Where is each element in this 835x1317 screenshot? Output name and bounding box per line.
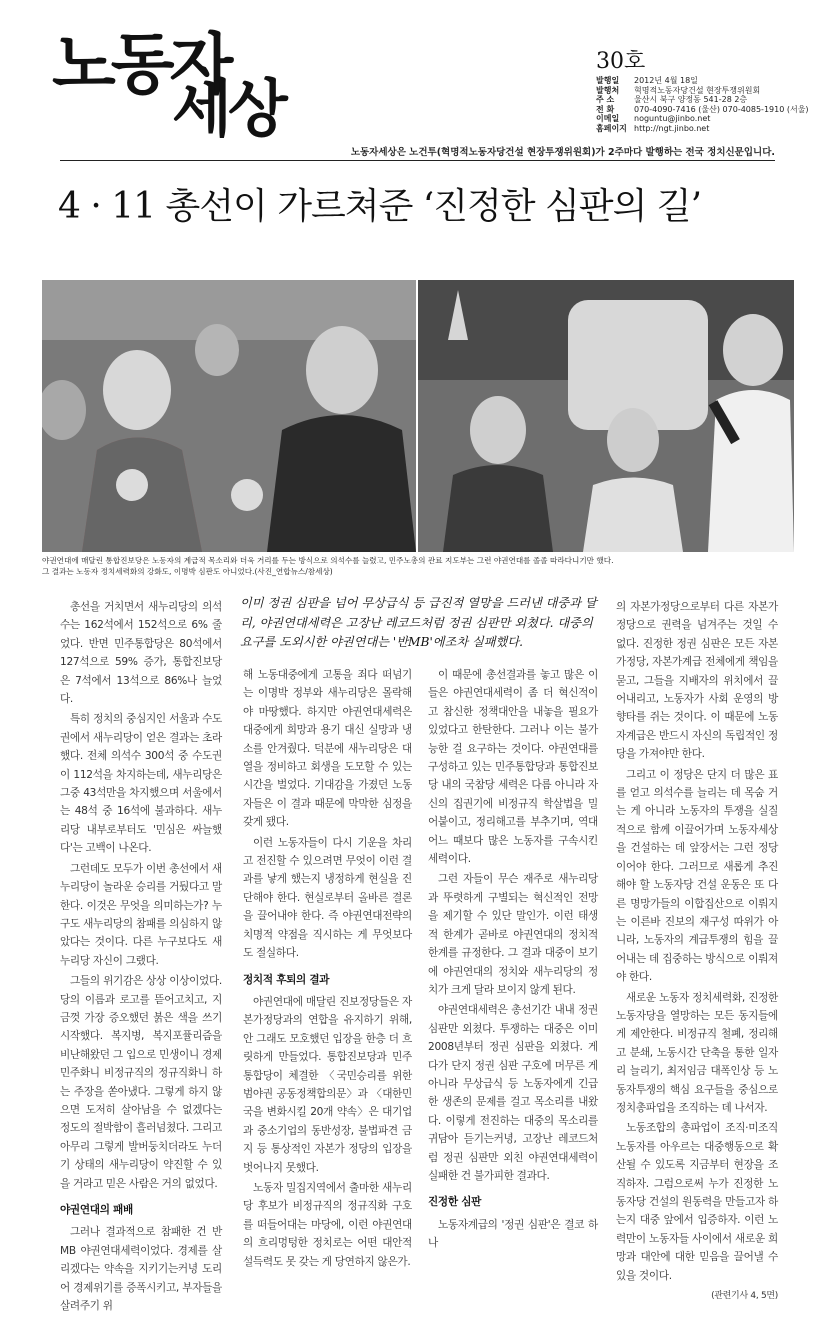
meta-row [596, 114, 809, 124]
meta-row [596, 76, 809, 86]
paragraph: 새로운 노동자 정치세력화, 진정한 노동자당을 열망하는 모든 동지들에게 제안한다. 비정규직 철폐, 정리해고 분쇄, 노동시간 단축을 통한 일자리 늘리기, 최저임금 대폭인상 등 노동자투쟁의 핵심 요구들을 중심으로 정치총파업을 조직하는 데 나서자. [616, 991, 778, 1114]
paragraph: 의 자본가정당으로부터 다른 자본가정당으로 권력을 넘겨주는 것일 수 없다. 진정한 정권 심판은 모든 자본가정당, 자본가계급 전체에게 책임을 묻고, 그들을 지배자의 위치에서 끌어내리고, 노동자가 사회 운영의 방향타를 쥐는 것이다. 이 때문에 노동자계급은 반드시 자신의 독립적인 정당을 가져야만 한다. [616, 601, 778, 761]
paragraph: 야권연대에 매달린 진보정당들은 자본가정당과의 연합을 유지하기 위해, 안 그래도 모호했던 입장을 한층 더 흐릿하게 만들었다. 통합진보당과 민주통합당이 체결한 〈국민승리를 위한 범야권 공동정책합의문〉과 〈대한민국을 변화시킬 20개 약속〉은 대기업과 중소기업의 동반성장, 불법파견 금지 등 통상적인 자본가 정당의 입장을 벗어나지 못했다. [243, 995, 412, 1174]
meta-row [596, 124, 809, 134]
meta-key: 홈페이지 [596, 123, 627, 133]
headline: 4 · 11 총선이 가르쳐준 ‘진정한 심판의 길’ [58, 186, 702, 227]
paragraph: 총선을 거치면서 새누리당의 의석수는 162석에서 152석으로 6% 줄었다. 반면 민주통합당은 80석에서 127석으로 59% 증가, 통합진보당은 7석에서 13석으로 86%나 늘었다. [60, 601, 222, 706]
masthead-divider [60, 160, 775, 161]
meta-value: 2012년 4월 18일 [634, 76, 698, 85]
paragraph: 해 노동대중에게 고통을 죄다 떠넘기는 이명박 정부와 새누리당은 몰락해야 마땅했다. 하지만 야권연대세력은 대중에게 희망과 용기 대신 실망과 냉소를 안겨줬다. 덕분에 새누리당은 대열을 정비하고 회생을 도모할 수 있는 시간을 벌었다. 기대감을 가졌던 노동자들은 이 결과 때문에 막막한 심정을 갖게 됐다. [243, 669, 412, 829]
meta-value: 울산시 북구 양정동 541-28 2층 [634, 95, 748, 105]
photo-right-image [418, 280, 794, 552]
meta-value[interactable]: noguntu@jinbo.net [634, 114, 711, 124]
meta-value: 070-4090-7416 (울산) 070-4085-1910 (서울) [634, 104, 809, 114]
photo-right [418, 280, 794, 552]
meta-row [596, 95, 809, 105]
caption-line: 그 결과는 노동자 정치세력화의 강화도, 이명박 심판도 아니었다.(사진_연합뉴스/참세상) [42, 567, 333, 576]
paragraph: 야권연대세력은 총선기간 내내 정권 심판만 외쳤다. 투쟁하는 대중은 이미 2008년부터 정권 심판을 외쳤다. 게다가 단지 정권 심판 구호에 머무른 게 아니라 무상급식 등 노동자에게 긴급한 생존의 문제를 걸고 목소리를 내왔다. 이렇게 전진하는 대중의 목소리를 귀담아 듣기는커녕, 고장난 레코드처럼 정권 심판만 외친 야권연대세력이 실패한 건 불가피한 결과다. [428, 1004, 598, 1182]
photo-left [42, 280, 416, 552]
article-column-3 [428, 666, 598, 1255]
paragraph: 노동자계급의 '정권 심판'은 결코 하나 [428, 1218, 598, 1250]
paragraph: 이 때문에 총선결과를 놓고 많은 이들은 야권연대세력이 좀 더 혁신적이고 참신한 정책대안을 내놓을 필요가 있었다고 한탄한다. 그러나 이는 불가능한 걸 요구하는 것이다. 야권연대를 구성하고 있는 민주통합당과 통합진보당 내의 국참당 세력은 다름 아니라 자신의 집권기에 비정규직 학살법을 밀어붙이고, 정리해고를 부추기며, 역대 어느 때보다 많은 노동자를 구속시킨 세력이다. [428, 669, 598, 866]
masthead-logo-line1: 노동자 [52, 26, 229, 103]
publication-info [596, 76, 809, 134]
section-heading: 진정한 심판 [428, 1196, 482, 1209]
masthead-logo-line2: 세상 [172, 72, 284, 145]
issue-number: 30호 [596, 49, 646, 74]
section-heading: 야권연대의 패배 [60, 1204, 133, 1216]
meta-value: 혁명적노동자당건설 현장투쟁위원회 [634, 85, 761, 95]
paragraph: 그리고 이 정당은 단지 더 많은 표를 얻고 의석수를 늘리는 데 목숨 거는 게 아니라 노동자의 투쟁을 실질적으로 함께 이끌어가며 노동자세상을 건설하는 데 앞장서는 그런 정당이어야 한다. 그러므로 새롭게 추진해야 할 노동자당 건설 운동은 또 다른 명망가들의 이합집산으로 이뤄지는 이른바 진보의 재구성 따위가 아니라, 노동자의 계급투쟁의 힘을 끌어내는 데 집중하는 방식으로 이뤄져야 한다. [616, 768, 778, 984]
paragraph: 특히 정치의 중심지인 서울과 수도권에서 새누리당이 얻은 결과는 초라했다. 전체 의석수 300석 중 수도권이 112석을 차지하는데, 새누리당은 그중 43석만을 차지했으며 서울에서는 48석 중 16석에 불과하다. 새누리당 내부로부터도 '민심은 싸늘했다'는 고백이 나온다. [60, 713, 222, 855]
photo-left-image [42, 280, 416, 552]
paragraph: 노동조합의 총파업이 조직·미조직 노동자를 아우르는 대중행동으로 확산될 수 있도록 지금부터 현장을 조직하자. 그럼으로써 누가 진정한 노동자당 건설의 원동력을 만들고자 하는지 대중 앞에서 입증하자. 이런 노력만이 노동자들 사이에서 새로운 희망과 대안에 대한 믿음을 끌어낼 수 있을 것이다. [616, 1122, 778, 1282]
related-articles-note: (관련기사 4, 5면) [711, 1291, 778, 1302]
paragraph: 그런 자들이 무슨 재주로 새누리당과 뚜렷하게 구별되는 혁신적인 전망을 제기할 수 있단 말인가. 이런 태생적 한계가 곧바로 야권연대의 정치적 한계를 규정한다. 그 결과 대중이 보기에 야권연대의 정치와 새누리당의 정치가 크게 달라 보이지 않게 된다. [428, 873, 598, 996]
paragraph: 노동자 밀집지역에서 출마한 새누리당 후보가 비정규직의 정규직화 구호를 떠들어대는 마당에, 이런 야권연대의 흐리멍텅한 정치로는 어떤 대안적 설득력도 못 갖는 게 당연하지 않은가. [243, 1181, 412, 1268]
meta-value[interactable]: http://ngt.jinbo.net [634, 123, 710, 133]
paragraph: 그들의 위기감은 상상 이상이었다. 당의 이름과 로고를 뜯어고치고, 지금껏 가장 증오했던 붉은 색을 쓰기 시작했다. 복지병, 복지포퓰리즘을 비난해왔던 그 입으로 민생이니 경제민주화니 비정규직의 정규직화니 하는 주장을 쏟아냈다. 그렇게 하지 않으면 도저히 살아남을 수 없겠다는 정도의 절박함이 흘러넘쳤다. 그리고 아무리 그렇게 발버둥치더라도 누더기 상태의 새누리당이 약진할 수 있을 거라고 믿은 사람은 거의 없었다. [60, 975, 222, 1190]
paragraph: 이런 노동자들이 다시 기운을 차리고 전진할 수 있으려면 무엇이 이런 결과를 낳게 했는지 냉정하게 현실을 진단해야 한다. 현실로부터 올바른 결론을 끌어내야 한다. 즉 야권연대전략의 치명적 약점을 직시하는 게 무엇보다도 절실하다. [243, 836, 412, 960]
paragraph: 그런데도 모두가 이번 총선에서 새누리당이 놀라운 승리를 거뒀다고 말한다. 이것은 무엇을 의미하는가? 누구도 새누리당의 참패를 의심하지 않았다는 것이다. 다른 누구보다도 새누리당 자신이 그랬다. [60, 862, 222, 967]
meta-row [596, 86, 809, 96]
pull-quote: 이미 정권 심판을 넘어 무상급식 등 급진적 열망을 드러낸 대중과 달리, 야권연대세력은 고장난 레코드처럼 정권 심판만 외쳤다. 대중의 요구를 도외시한 야권연대는 '반MB'에조차 실패했다. [240, 596, 597, 650]
caption-line: 야권연대에 매달린 통합진보당은 노동자의 계급적 목소리와 더욱 거리를 두는 방식으로 의석수를 늘렸고, 민주노총의 관료 지도부는 그런 야권연대를 졸졸 따라다니기만 했다. [42, 556, 614, 565]
meta-key: 이메일 [596, 114, 620, 124]
meta-key: 발행처 [596, 85, 620, 95]
photo-caption [42, 555, 802, 577]
paragraph: 그러나 결과적으로 참패한 건 반MB 야권연대세력이었다. 경제를 살리겠다는 약속을 지키기는커녕 도리어 경제위기를 증폭시키고, 부자들을 살려주기 위 [60, 1226, 222, 1313]
section-heading: 정치적 후퇴의 결과 [243, 973, 330, 986]
article-column-4 [616, 598, 778, 1305]
article-column-1 [60, 598, 222, 1317]
meta-key: 발행일 [596, 76, 620, 85]
meta-key: 주 소 [596, 95, 615, 105]
masthead-tagline: 노동자세상은 노건투(혁명적노동자당건설 현장투쟁위원회)가 2주마다 발행하는 전국 정치신문입니다. [350, 147, 775, 158]
meta-key: 전 화 [596, 104, 615, 114]
article-column-2 [243, 666, 412, 1273]
meta-row [596, 105, 809, 115]
